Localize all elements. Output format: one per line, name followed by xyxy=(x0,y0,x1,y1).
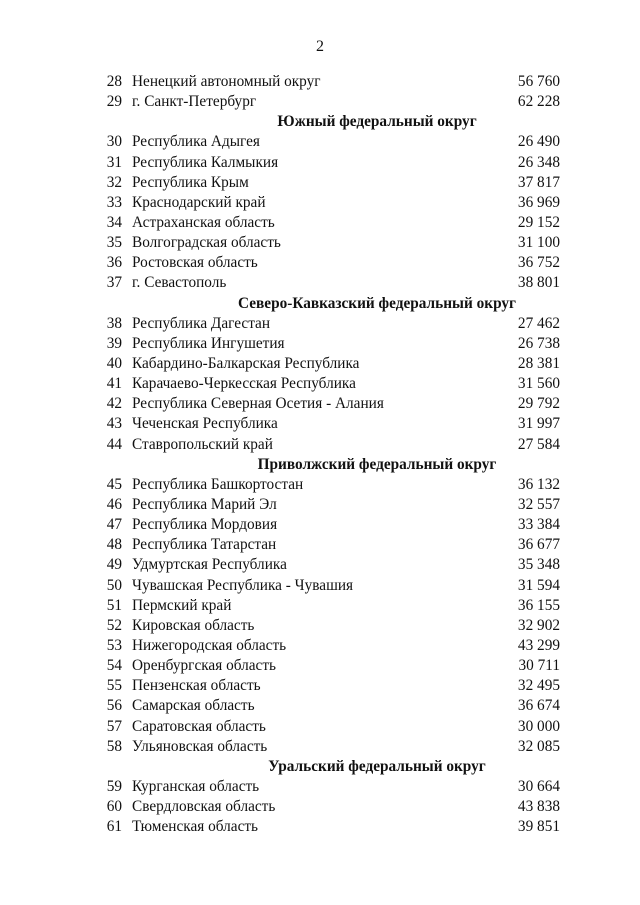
table-row xyxy=(0,354,640,374)
table-row xyxy=(0,132,640,152)
row-number: 44 xyxy=(106,435,122,453)
table-row xyxy=(0,334,640,354)
row-number: 53 xyxy=(106,636,122,654)
region-name: г. Севастополь xyxy=(132,274,227,292)
row-number: 31 xyxy=(106,153,122,171)
row-number: 41 xyxy=(106,375,122,393)
region-value: 31 560 xyxy=(517,375,560,393)
region-name: Удмуртская Республика xyxy=(132,556,287,574)
region-value: 30 000 xyxy=(517,717,560,735)
row-number: 36 xyxy=(106,254,122,272)
table-row xyxy=(0,72,640,92)
region-value: 29 152 xyxy=(517,213,560,231)
region-name: Волгоградская область xyxy=(132,234,281,252)
region-name: Республика Мордовия xyxy=(132,516,278,534)
region-name: Тюменская область xyxy=(132,818,259,836)
region-value: 32 902 xyxy=(517,616,560,634)
row-number: 40 xyxy=(106,354,122,372)
region-name: Свердловская область xyxy=(132,798,276,816)
region-value: 39 851 xyxy=(517,818,560,836)
region-name: Ростовская область xyxy=(132,254,258,272)
region-value: 36 677 xyxy=(517,536,560,554)
region-name: г. Санкт-Петербург xyxy=(132,93,257,111)
row-number: 46 xyxy=(106,495,122,513)
region-name: Астраханская область xyxy=(132,213,275,231)
table-row xyxy=(0,233,640,253)
region-value: 37 817 xyxy=(517,173,560,191)
region-value: 35 348 xyxy=(517,556,560,574)
region-name: Республика Калмыкия xyxy=(132,153,279,171)
district-title: Северо-Кавказский федеральный округ xyxy=(238,294,516,312)
region-name: Пермский край xyxy=(132,596,232,614)
region-name: Республика Марий Эл xyxy=(132,495,277,513)
table-row xyxy=(0,193,640,213)
region-value: 30 711 xyxy=(518,657,560,675)
table-row xyxy=(0,555,640,575)
table-row xyxy=(0,374,640,394)
row-number: 51 xyxy=(106,596,122,614)
district-header xyxy=(0,294,640,314)
region-value: 36 969 xyxy=(517,193,560,211)
region-value: 36 155 xyxy=(517,596,560,614)
region-name: Краснодарский край xyxy=(132,193,266,211)
row-number: 28 xyxy=(106,73,122,90)
region-name: Саратовская область xyxy=(132,717,266,735)
region-value: 32 085 xyxy=(517,737,560,755)
row-number: 56 xyxy=(106,697,122,715)
district-header xyxy=(0,112,640,132)
table-row xyxy=(0,173,640,193)
region-name: Республика Ингушетия xyxy=(132,334,285,352)
region-name: Кировская область xyxy=(132,616,255,634)
region-name: Курганская область xyxy=(132,777,260,795)
region-value: 36 752 xyxy=(517,254,560,272)
table-row xyxy=(0,92,640,112)
region-name: Карачаево-Черкесская Республика xyxy=(132,375,356,393)
row-number: 32 xyxy=(106,173,122,191)
row-number: 48 xyxy=(106,536,122,554)
table-row xyxy=(0,394,640,414)
row-number: 57 xyxy=(106,717,122,735)
row-number: 33 xyxy=(106,193,122,211)
row-number: 39 xyxy=(106,334,122,352)
row-number: 55 xyxy=(106,677,122,695)
region-value: 33 384 xyxy=(517,516,560,534)
region-value: 27 584 xyxy=(517,435,560,453)
table-row xyxy=(0,414,640,434)
table-row xyxy=(0,253,640,273)
region-value: 31 100 xyxy=(517,234,560,252)
district-title: Уральский федеральный округ xyxy=(268,757,486,775)
region-name: Республика Северная Осетия - Алания xyxy=(132,395,384,413)
row-number: 30 xyxy=(106,133,122,151)
table-row xyxy=(0,636,640,656)
region-name: Ульяновская область xyxy=(132,737,268,755)
table-row xyxy=(0,596,640,616)
region-value: 29 792 xyxy=(517,395,560,413)
region-name: Пензенская область xyxy=(132,677,261,695)
table-row xyxy=(0,676,640,696)
region-value: 32 495 xyxy=(517,677,560,695)
row-number: 47 xyxy=(106,516,122,534)
region-value: 62 228 xyxy=(517,93,560,111)
region-name: Нижегородская область xyxy=(132,636,287,654)
region-value: 27 462 xyxy=(517,314,560,332)
table-row xyxy=(0,273,640,293)
region-name: Ставропольский край xyxy=(132,435,273,453)
region-name: Республика Татарстан xyxy=(132,536,277,554)
table-row xyxy=(0,576,640,596)
row-number: 61 xyxy=(106,818,122,836)
table-row xyxy=(0,717,640,737)
row-number: 38 xyxy=(106,314,122,332)
region-name: Республика Крым xyxy=(132,173,249,191)
region-name: Ненецкий автономный округ xyxy=(132,73,321,90)
table-row xyxy=(0,656,640,676)
region-value: 26 738 xyxy=(517,334,560,352)
table-row xyxy=(0,314,640,334)
region-value: 26 490 xyxy=(517,133,560,151)
region-name: Чеченская Республика xyxy=(132,415,278,433)
row-number: 43 xyxy=(106,415,122,433)
region-value: 31 997 xyxy=(517,415,560,433)
district-header xyxy=(0,455,640,475)
row-number: 42 xyxy=(106,395,122,413)
table-row xyxy=(0,535,640,555)
region-name: Республика Башкортостан xyxy=(132,475,304,493)
region-value: 43 299 xyxy=(517,636,560,654)
row-number: 45 xyxy=(106,475,122,493)
region-value: 38 801 xyxy=(517,274,560,292)
region-value: 36 132 xyxy=(517,475,560,493)
region-value: 26 348 xyxy=(517,153,560,171)
table-row xyxy=(0,435,640,455)
region-value: 32 557 xyxy=(517,495,560,513)
table-row xyxy=(0,153,640,173)
row-number: 58 xyxy=(106,737,122,755)
row-number: 52 xyxy=(106,616,122,634)
table-row xyxy=(0,495,640,515)
region-value: 31 594 xyxy=(517,576,560,594)
row-number: 37 xyxy=(106,274,122,292)
region-table xyxy=(0,72,640,837)
district-header xyxy=(0,757,640,777)
row-number: 29 xyxy=(106,93,122,111)
table-row xyxy=(0,515,640,535)
table-row xyxy=(0,616,640,636)
table-row xyxy=(0,475,640,495)
region-name: Республика Адыгея xyxy=(132,133,260,151)
table-row xyxy=(0,777,640,797)
region-name: Оренбургская область xyxy=(132,657,277,675)
region-value: 30 664 xyxy=(517,777,560,795)
row-number: 34 xyxy=(106,213,122,231)
row-number: 59 xyxy=(106,777,122,795)
region-name: Кабардино-Балкарская Республика xyxy=(132,354,360,372)
region-value: 28 381 xyxy=(517,354,560,372)
region-name: Чувашская Республика - Чувашия xyxy=(132,576,354,594)
region-name: Республика Дагестан xyxy=(132,314,271,332)
row-number: 60 xyxy=(106,798,122,816)
region-value: 43 838 xyxy=(517,798,560,816)
district-title: Приволжский федеральный округ xyxy=(257,455,497,473)
region-name: Самарская область xyxy=(132,697,255,715)
region-value: 56 760 xyxy=(517,73,560,90)
page-number: 2 xyxy=(316,38,324,55)
table-row xyxy=(0,696,640,716)
region-value: 36 674 xyxy=(517,697,560,715)
table-row xyxy=(0,797,640,817)
table-row xyxy=(0,213,640,233)
row-number: 35 xyxy=(106,234,122,252)
table-row xyxy=(0,737,640,757)
row-number: 54 xyxy=(106,657,122,675)
district-title: Южный федеральный округ xyxy=(277,113,477,131)
row-number: 50 xyxy=(106,576,122,594)
row-number: 49 xyxy=(106,556,122,574)
table-row xyxy=(0,817,640,837)
